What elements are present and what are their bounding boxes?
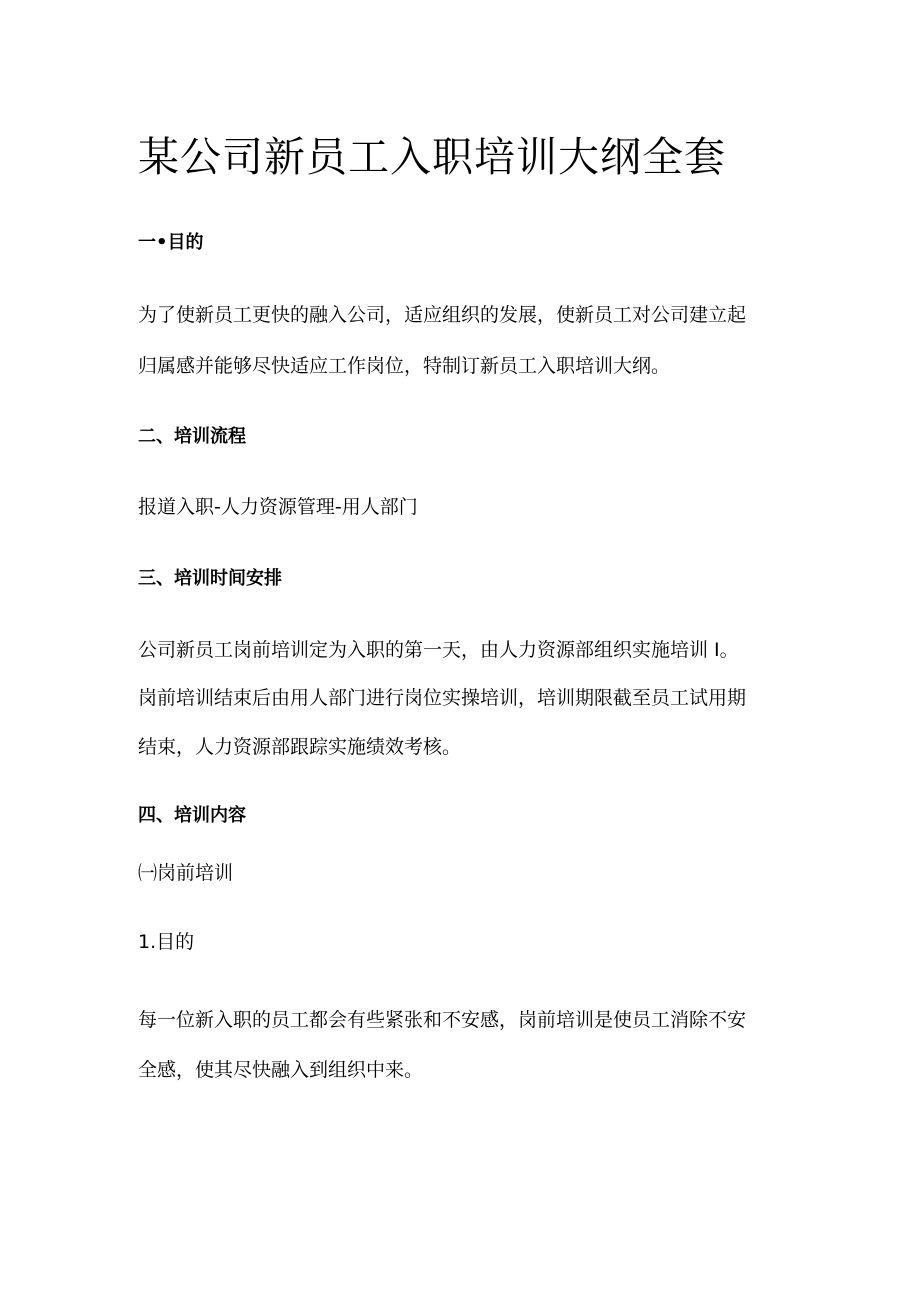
paragraph-line: 为了使新员工更快的融入公司，适应组织的发展，使新员工对公司建立起 — [138, 304, 747, 326]
document-title: 某公司新员工入职培训大纲全套 — [138, 133, 726, 181]
paragraph-pre-job-purpose — [138, 1007, 788, 1087]
paragraph-line: 岗前培训结束后由用人部门进行岗位实操培训，培训期限截至员工试用期 — [138, 687, 747, 709]
paragraph-line: 结束，人力资源部跟踪实施绩效考核。 — [138, 736, 462, 758]
section-heading-purpose: 一•目的 — [138, 232, 204, 253]
section-heading-process: 二、培训流程 — [138, 426, 246, 447]
paragraph-process — [138, 494, 788, 524]
paragraph-line: 每一位新入职的员工都会有些紧张和不安感，岗前培训是使员工消除不安 — [138, 1009, 747, 1031]
section-heading-schedule: 三、培训时间安排 — [138, 568, 282, 589]
subheading-pre-job-training — [138, 860, 788, 890]
item-purpose — [138, 929, 788, 959]
subheading-text: ㈠岗前培训 — [138, 862, 234, 884]
paragraph-schedule — [138, 637, 788, 767]
paragraph-line: 全感，使其尽快融入到组织中来。 — [138, 1059, 424, 1081]
item-text: 1.目的 — [138, 931, 195, 953]
paragraph-purpose — [138, 302, 788, 382]
section-heading-content: 四、培训内容 — [138, 805, 246, 826]
paragraph-line: 公司新员工岗前培训定为入职的第一天，由人力资源部组织实施培训 I。 — [138, 639, 739, 661]
paragraph-line: 报道入职-人力资源管理-用人部门 — [138, 496, 418, 518]
paragraph-line: 归属感并能够尽快适应工作岗位，特制订新员工入职培训大纲。 — [138, 355, 671, 377]
